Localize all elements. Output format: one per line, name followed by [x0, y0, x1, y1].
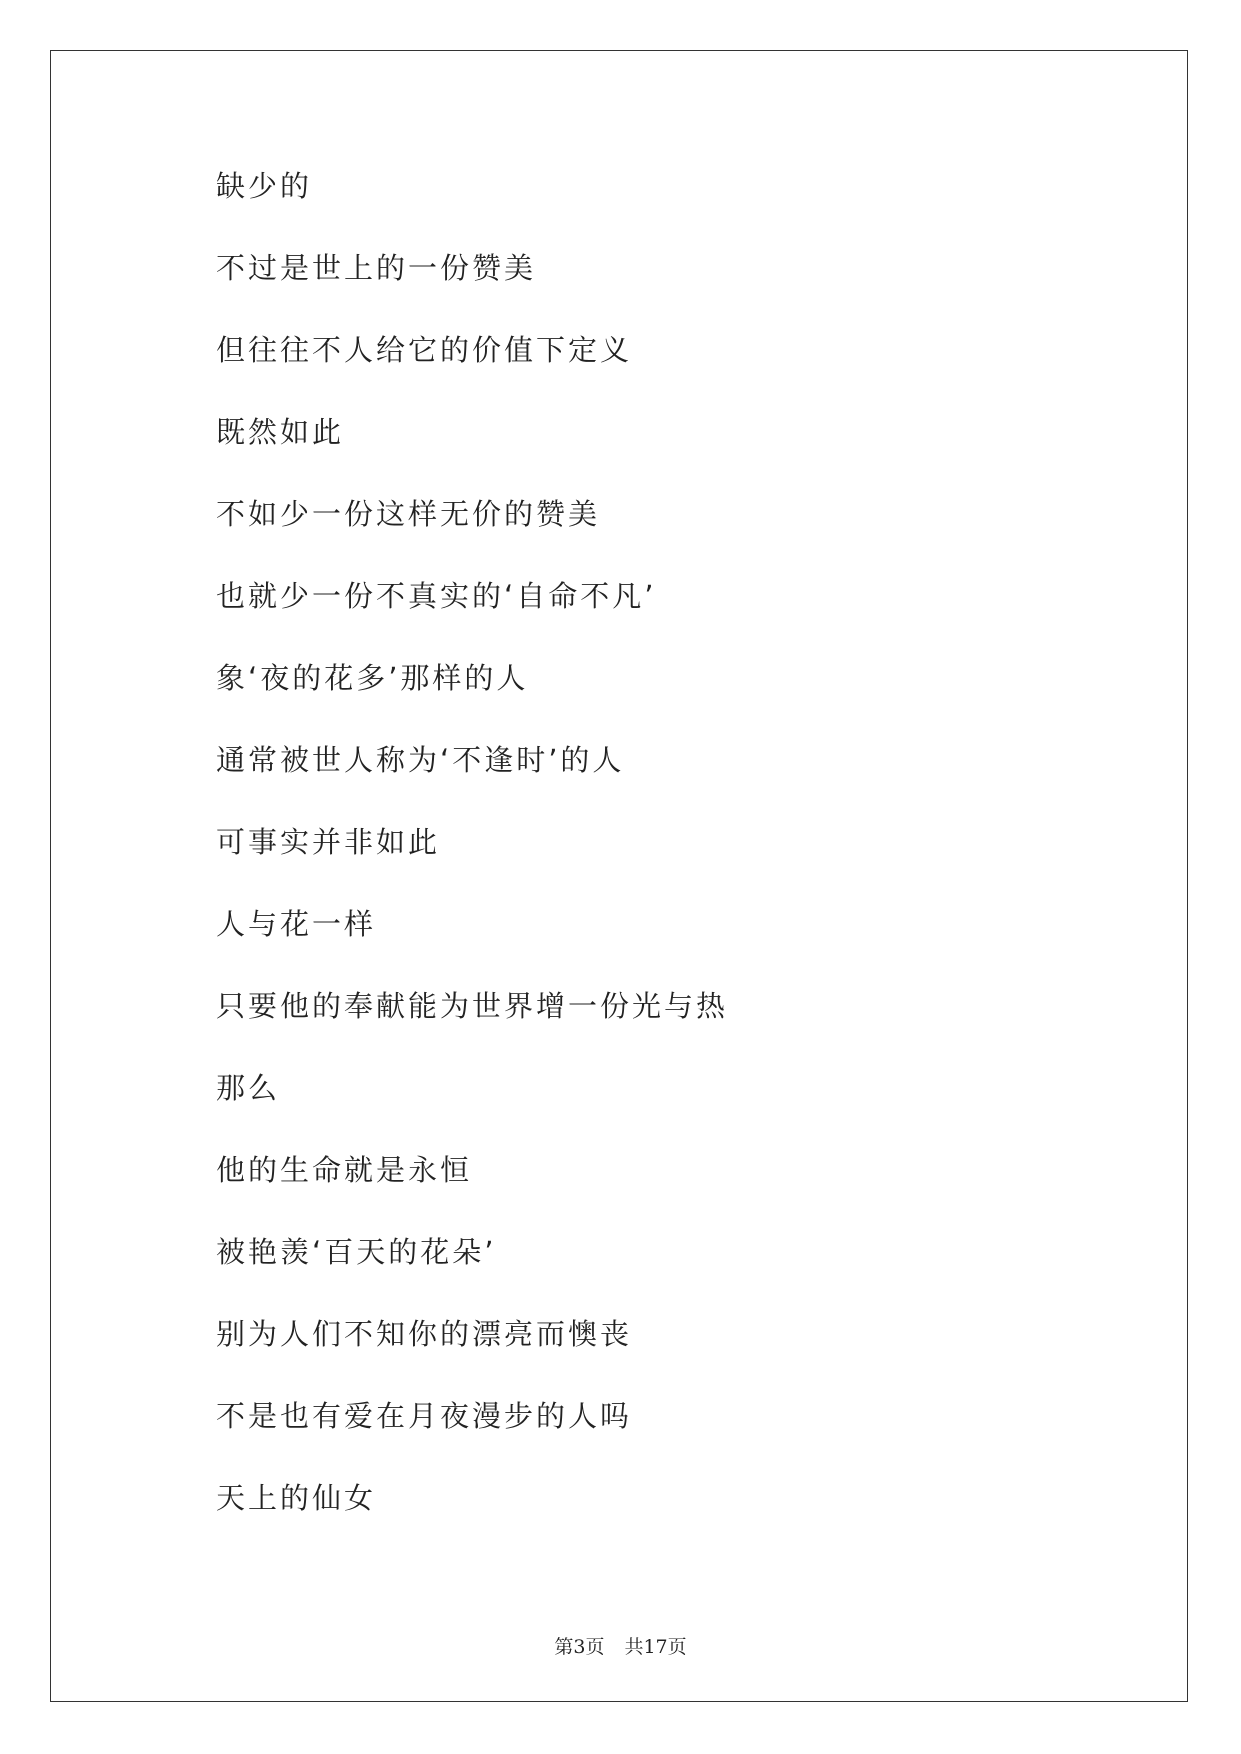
- poem-line-1: 缺少的: [216, 169, 313, 203]
- poem-line-16: 不是也有爱在月夜漫步的人吗: [216, 1399, 633, 1433]
- poem-line-10: 人与花一样: [216, 907, 377, 941]
- poem-text: [216, 166, 728, 1560]
- poem-line-4: 既然如此: [216, 415, 345, 449]
- poem-line-12: 那么: [216, 1071, 281, 1105]
- poem-line-14: 被艳羡‘百天的花朵’: [216, 1235, 497, 1269]
- page-total: 共17页: [624, 1636, 687, 1658]
- poem-line-6: 也就少一份不真实的‘自命不凡’: [216, 579, 657, 613]
- poem-line-15: 别为人们不知你的漂亮而懊丧: [216, 1317, 633, 1351]
- poem-line-2: 不过是世上的一份赞美: [216, 251, 537, 285]
- page-number: 第3页: [554, 1636, 605, 1658]
- poem-line-11: 只要他的奉献能为世界增一份光与热: [216, 989, 729, 1023]
- poem-line-3: 但往往不人给它的价值下定义: [216, 333, 633, 367]
- poem-line-9: 可事实并非如此: [216, 825, 441, 859]
- poem-line-5: 不如少一份这样无价的赞美: [216, 497, 601, 531]
- poem-line-17: 天上的仙女: [216, 1481, 377, 1515]
- poem-line-13: 他的生命就是永恒: [216, 1153, 473, 1187]
- poem-line-7: 象‘夜的花多’那样的人: [216, 661, 529, 695]
- page-footer: [0, 1632, 1241, 1659]
- poem-line-8: 通常被世人称为‘不逢时’的人: [216, 743, 625, 777]
